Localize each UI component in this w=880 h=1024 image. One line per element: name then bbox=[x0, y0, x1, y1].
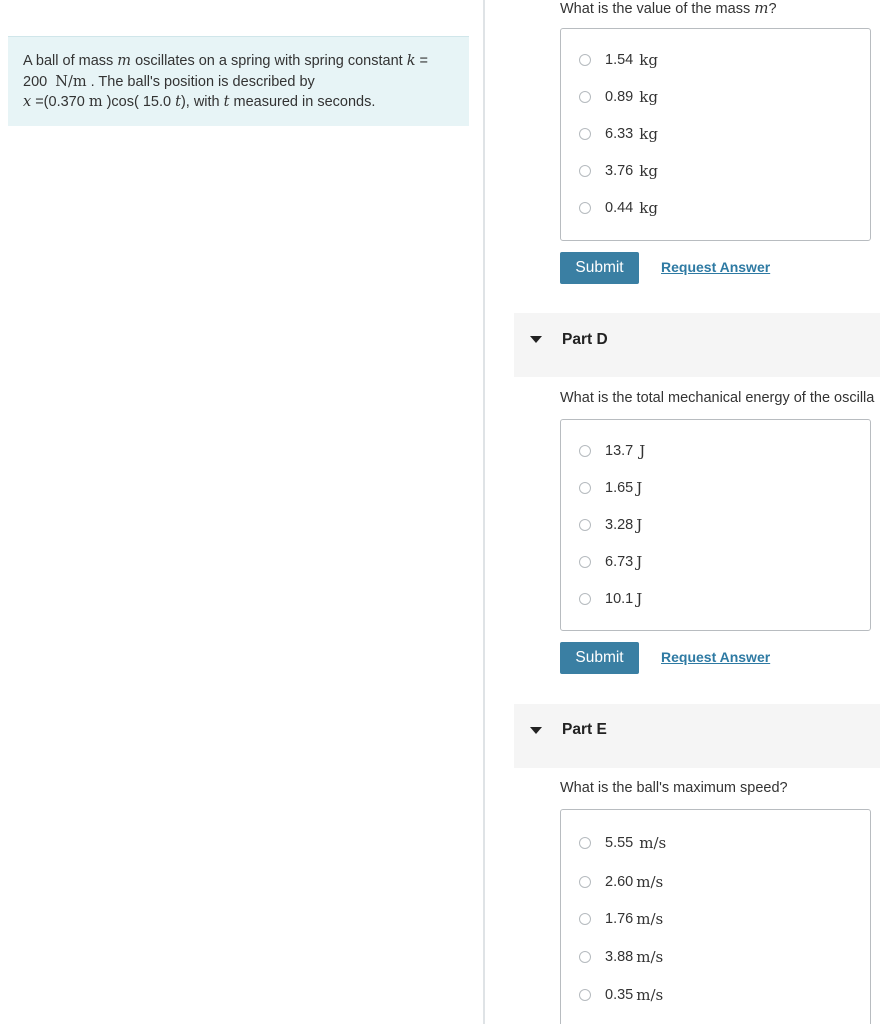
option-unit: kg bbox=[639, 162, 658, 180]
option-unit: J bbox=[636, 516, 643, 534]
option-unit: m/s bbox=[639, 834, 667, 852]
problem-text: )cos( 15.0 bbox=[102, 94, 176, 110]
radio-button[interactable] bbox=[579, 165, 591, 177]
option-value: 5.55 bbox=[605, 835, 634, 851]
request-answer-link[interactable]: Request Answer bbox=[661, 259, 771, 275]
option-value: 6.73 bbox=[605, 554, 634, 570]
var-t: t bbox=[175, 94, 181, 110]
option-unit: kg bbox=[639, 51, 658, 69]
option[interactable] bbox=[579, 87, 658, 107]
radio-button[interactable] bbox=[579, 989, 591, 1001]
option-unit: m/s bbox=[636, 948, 664, 966]
problem-text: oscillates on a spring with spring constant bbox=[131, 53, 407, 69]
radio-button[interactable] bbox=[579, 128, 591, 140]
part-e-answer-box bbox=[560, 809, 871, 1024]
option[interactable] bbox=[579, 985, 663, 1005]
var-t: t bbox=[223, 94, 230, 110]
submit-button[interactable]: Submit bbox=[560, 252, 639, 284]
radio-button[interactable] bbox=[579, 593, 591, 605]
option-unit: kg bbox=[639, 125, 658, 143]
option-value: 3.28 bbox=[605, 517, 634, 533]
option-value: 1.76 bbox=[605, 911, 634, 927]
problem-text: =(0.370 bbox=[31, 94, 89, 110]
question-text: What is the value of the mass bbox=[560, 1, 755, 17]
var-x: x bbox=[23, 94, 32, 110]
option[interactable] bbox=[579, 552, 642, 572]
x-unit: m bbox=[88, 94, 103, 110]
option-unit: m/s bbox=[636, 986, 664, 1004]
part-c-answer-box bbox=[560, 28, 871, 241]
column-divider bbox=[483, 0, 485, 1024]
radio-button[interactable] bbox=[579, 876, 591, 888]
radio-button[interactable] bbox=[579, 202, 591, 214]
option[interactable] bbox=[579, 198, 658, 218]
option-unit: kg bbox=[639, 199, 658, 217]
part-c-question bbox=[560, 0, 777, 17]
option-value: 0.89 bbox=[605, 89, 634, 105]
part-d-answer-box bbox=[560, 419, 871, 631]
radio-button[interactable] bbox=[579, 556, 591, 568]
option-value: 6.33 bbox=[605, 126, 634, 142]
problem-statement bbox=[8, 36, 469, 126]
submit-button[interactable]: Submit bbox=[560, 642, 639, 674]
collapse-caret-icon[interactable] bbox=[530, 727, 542, 734]
problem-text: A ball of mass bbox=[23, 53, 118, 69]
option[interactable] bbox=[579, 161, 658, 181]
problem-text: measured in seconds. bbox=[229, 94, 376, 110]
radio-button[interactable] bbox=[579, 837, 591, 849]
radio-button[interactable] bbox=[579, 519, 591, 531]
question-text: ? bbox=[768, 1, 777, 17]
option[interactable] bbox=[579, 478, 642, 498]
request-answer-link[interactable]: Request Answer bbox=[661, 649, 771, 665]
part-d-question: What is the total mechanical energy of the oscilla bbox=[560, 390, 875, 406]
collapse-caret-icon[interactable] bbox=[530, 336, 542, 343]
option-value: 13.7 bbox=[605, 443, 634, 459]
problem-text: . The ball's position is described by bbox=[90, 73, 315, 90]
option-unit: J bbox=[636, 590, 643, 608]
option-unit: J bbox=[639, 442, 646, 460]
radio-button[interactable] bbox=[579, 482, 591, 494]
k-value: 200 bbox=[23, 73, 48, 90]
var-m: m bbox=[117, 53, 132, 69]
var-k: k bbox=[406, 53, 416, 69]
option-value: 0.35 bbox=[605, 987, 634, 1003]
option-unit: kg bbox=[639, 88, 658, 106]
option[interactable] bbox=[579, 124, 658, 144]
radio-button[interactable] bbox=[579, 91, 591, 103]
problem-text: = bbox=[415, 53, 428, 69]
part-e-question: What is the ball's maximum speed? bbox=[560, 780, 788, 796]
var-m: m bbox=[754, 0, 769, 17]
radio-button[interactable] bbox=[579, 54, 591, 66]
option[interactable] bbox=[579, 833, 666, 853]
option-value: 1.54 bbox=[605, 52, 634, 68]
option[interactable] bbox=[579, 909, 663, 929]
option-unit: J bbox=[636, 479, 643, 497]
option-value: 0.44 bbox=[605, 200, 634, 216]
option[interactable] bbox=[579, 872, 663, 892]
option[interactable] bbox=[579, 441, 645, 461]
option-value: 1.65 bbox=[605, 480, 634, 496]
option-unit: J bbox=[636, 553, 643, 571]
option-unit: m/s bbox=[636, 910, 664, 928]
option[interactable] bbox=[579, 947, 663, 967]
option-value: 2.60 bbox=[605, 874, 634, 890]
option-value: 3.88 bbox=[605, 949, 634, 965]
option[interactable] bbox=[579, 589, 642, 609]
option[interactable] bbox=[579, 515, 642, 535]
option-unit: m/s bbox=[636, 873, 664, 891]
k-unit: N/m bbox=[55, 73, 87, 90]
part-e-title: Part E bbox=[562, 721, 607, 738]
radio-button[interactable] bbox=[579, 445, 591, 457]
problem-text: ), with bbox=[180, 94, 224, 110]
part-d-title: Part D bbox=[562, 331, 608, 348]
option[interactable] bbox=[579, 50, 658, 70]
option-value: 3.76 bbox=[605, 163, 634, 179]
radio-button[interactable] bbox=[579, 913, 591, 925]
option-value: 10.1 bbox=[605, 591, 634, 607]
radio-button[interactable] bbox=[579, 951, 591, 963]
